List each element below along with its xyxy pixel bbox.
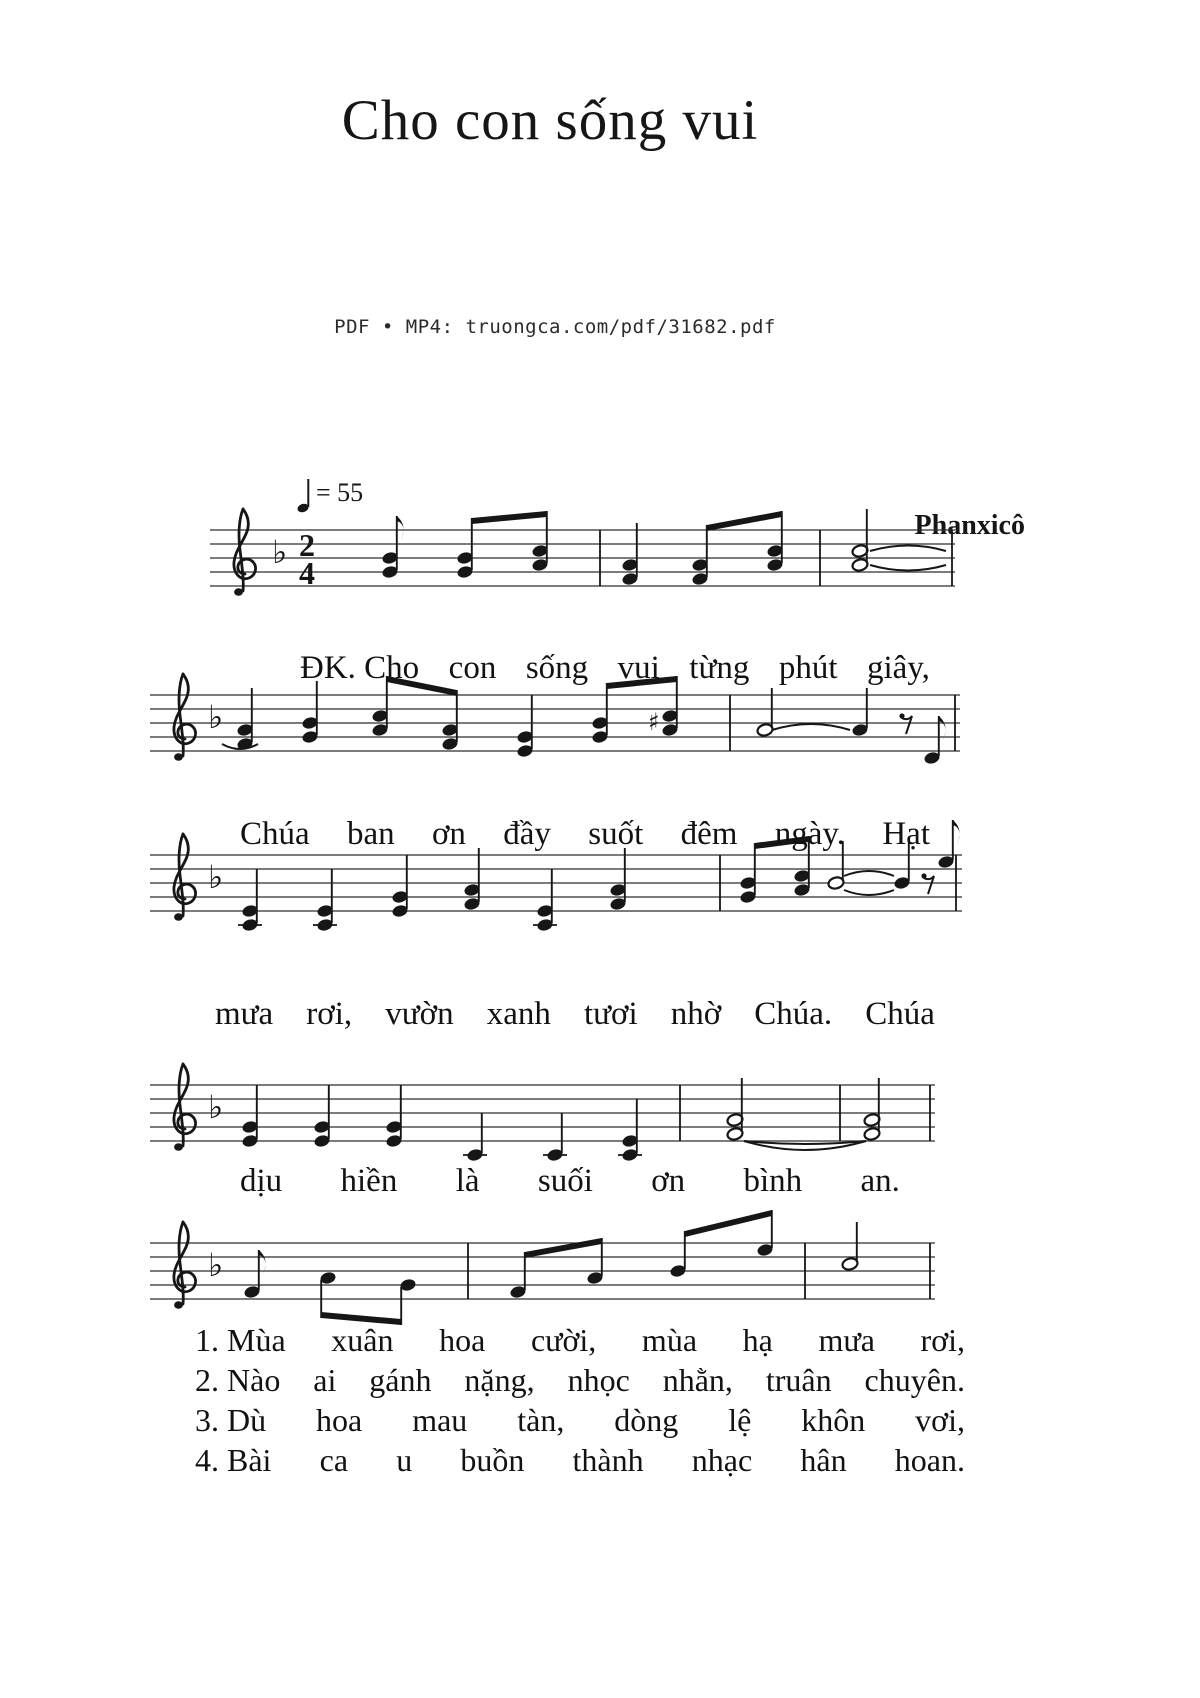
lyric-word: giây, <box>867 650 930 686</box>
note-group <box>238 869 262 932</box>
svg-text:2: 2 <box>299 527 315 563</box>
composer-name: Phanxicô <box>914 510 1025 541</box>
lyrics-refrain-line-2 <box>240 816 930 853</box>
lyric-word: hiền <box>340 1163 398 1199</box>
lyric-word: chuyên. <box>864 1362 965 1398</box>
sharp-sign: ♯ <box>648 708 660 736</box>
lyric-word: Chúa <box>865 996 935 1032</box>
tempo-value: = 55 <box>316 478 364 507</box>
staff-system-1 <box>210 480 955 630</box>
lyric-word: bình <box>743 1163 803 1199</box>
verse-block <box>195 1320 965 1480</box>
song-title: Cho con sống vui <box>341 89 759 152</box>
lyric-word: hạ <box>742 1322 773 1358</box>
beamed-note-group <box>691 511 783 586</box>
lyric-word: ban <box>347 816 395 852</box>
lyric-word: mùa <box>641 1322 698 1358</box>
lyric-word: mưa <box>215 996 274 1032</box>
note-group <box>533 869 557 932</box>
note-group <box>241 1085 258 1148</box>
lyric-word: nhờ <box>670 996 722 1032</box>
staff-lines <box>150 695 960 751</box>
verse-line-2 <box>195 1360 965 1400</box>
note-group <box>463 848 480 911</box>
lyric-word: rơi, <box>306 996 353 1032</box>
lyric-word: hoan. <box>894 1442 965 1478</box>
lyric-word: an. <box>860 1163 900 1199</box>
time-signature <box>299 527 315 591</box>
lyric-word: thành <box>572 1442 644 1478</box>
lyric-word: mau <box>412 1402 468 1438</box>
note-group <box>609 848 626 911</box>
lyric-word: rơi, <box>920 1322 965 1358</box>
lyric-word: xanh <box>486 996 551 1032</box>
note-group <box>621 523 638 586</box>
note-group <box>841 1222 858 1271</box>
lyric-word: ca <box>319 1442 349 1478</box>
note-group <box>516 695 533 758</box>
treble-clef-icon <box>174 674 196 761</box>
treble-clef-icon <box>174 1222 196 1309</box>
lyric-word: suối <box>537 1163 593 1199</box>
tie-arc <box>870 565 946 571</box>
note-group <box>301 681 318 744</box>
lyric-word: suốt <box>588 816 644 852</box>
lyric-word: khôn <box>801 1402 866 1438</box>
tie-arc <box>870 546 946 552</box>
lyric-word: vui <box>617 650 660 686</box>
tie-arc <box>844 871 894 876</box>
lyric-word: nhạc <box>691 1442 753 1478</box>
lyric-word: xuân <box>331 1322 394 1358</box>
lyric-word: ngày. <box>774 816 846 852</box>
lyric-word: từng <box>689 650 750 686</box>
tie-arc <box>844 890 894 895</box>
note-group <box>543 1113 567 1162</box>
lyric-word: tàn, <box>517 1402 565 1438</box>
lyric-word: Chúa. <box>754 996 833 1032</box>
flat-sign: ♭ <box>208 698 224 736</box>
beamed-note-group <box>371 676 458 751</box>
note-group <box>726 1078 743 1141</box>
note-group <box>385 1085 402 1148</box>
note-group <box>851 509 868 572</box>
lyric-word: ai <box>313 1362 337 1398</box>
lyric-word: vơi, <box>915 1402 965 1438</box>
lyric-word: đầy <box>503 816 551 852</box>
note-group <box>391 855 408 918</box>
beamed-note-group <box>509 1238 603 1299</box>
lyric-word: dịu <box>240 1163 283 1199</box>
lyric-word: vườn <box>385 996 454 1032</box>
lyric-word: buồn <box>460 1442 525 1478</box>
lyric-word: là <box>455 1163 480 1199</box>
beamed-note-group <box>319 1271 416 1325</box>
flat-sign: ♭ <box>208 858 224 896</box>
lyrics-refrain-line-1 <box>300 650 930 687</box>
lyric-word: truân <box>765 1362 832 1398</box>
lyric-word: mưa <box>818 1322 875 1358</box>
lyric-word: nhằn, <box>662 1362 733 1398</box>
note-group <box>236 688 253 751</box>
beamed-note-group <box>669 1210 773 1278</box>
treble-clef-icon <box>174 1064 196 1151</box>
lyric-word: 2. Nào <box>195 1362 281 1398</box>
lyric-word: 3. Dù <box>195 1402 267 1438</box>
lyric-word: 1. Mùa <box>195 1322 286 1358</box>
flat-sign: ♭ <box>208 1088 224 1126</box>
flat-sign: ♭ <box>208 1246 224 1284</box>
lyric-word: lệ <box>728 1402 752 1438</box>
lyric-word: gánh <box>369 1362 432 1398</box>
lyric-word: con <box>448 650 497 686</box>
note-group <box>863 1078 880 1141</box>
lyric-word: Hạt <box>882 816 930 852</box>
lyric-word: ơn <box>651 1163 686 1199</box>
note-group <box>313 869 337 932</box>
lyric-word: ơn <box>431 816 466 852</box>
staff-lines <box>150 1085 935 1141</box>
eighth-rest <box>921 873 934 894</box>
lyrics-refrain-line-4 <box>240 1163 900 1200</box>
lyric-word: Chúa <box>240 816 310 852</box>
verse-line-4 <box>195 1440 965 1480</box>
flat-sign: ♭ <box>272 533 288 571</box>
lyric-word: hoa <box>316 1402 363 1438</box>
lyric-word: đêm <box>680 816 738 852</box>
lyric-word: tươi <box>583 996 638 1032</box>
staff-lines <box>210 530 955 586</box>
treble-clef-icon <box>234 509 256 596</box>
lyric-word: nặng, <box>464 1362 535 1398</box>
lyric-word: hoa <box>439 1322 486 1358</box>
source-link[interactable]: PDF • MP4: truongca.com/pdf/31682.pdf <box>334 316 776 338</box>
verse-line-1 <box>195 1320 965 1360</box>
lyric-word: 4. Bài <box>195 1442 272 1478</box>
note-group <box>463 1113 487 1162</box>
tie-arc <box>772 724 850 730</box>
eighth-rest <box>899 713 912 734</box>
verse-line-3 <box>195 1400 965 1440</box>
lyric-word: sống <box>525 650 589 686</box>
beamed-note-group <box>456 511 548 579</box>
lyric-word: cười, <box>530 1322 597 1358</box>
note-group <box>618 1099 642 1162</box>
lyrics-refrain-line-3 <box>215 996 935 1033</box>
lyric-word: phút <box>778 650 838 686</box>
lyric-word: dòng <box>614 1402 679 1438</box>
note-group <box>381 516 403 579</box>
note-group <box>313 1085 330 1148</box>
svg-text:4: 4 <box>299 555 315 591</box>
lyric-word: ĐK. Cho <box>300 650 420 686</box>
treble-clef-icon <box>174 834 196 921</box>
lyric-word: u <box>396 1442 413 1478</box>
lyric-word: nhọc <box>567 1362 630 1398</box>
lyric-word: hân <box>800 1442 847 1478</box>
